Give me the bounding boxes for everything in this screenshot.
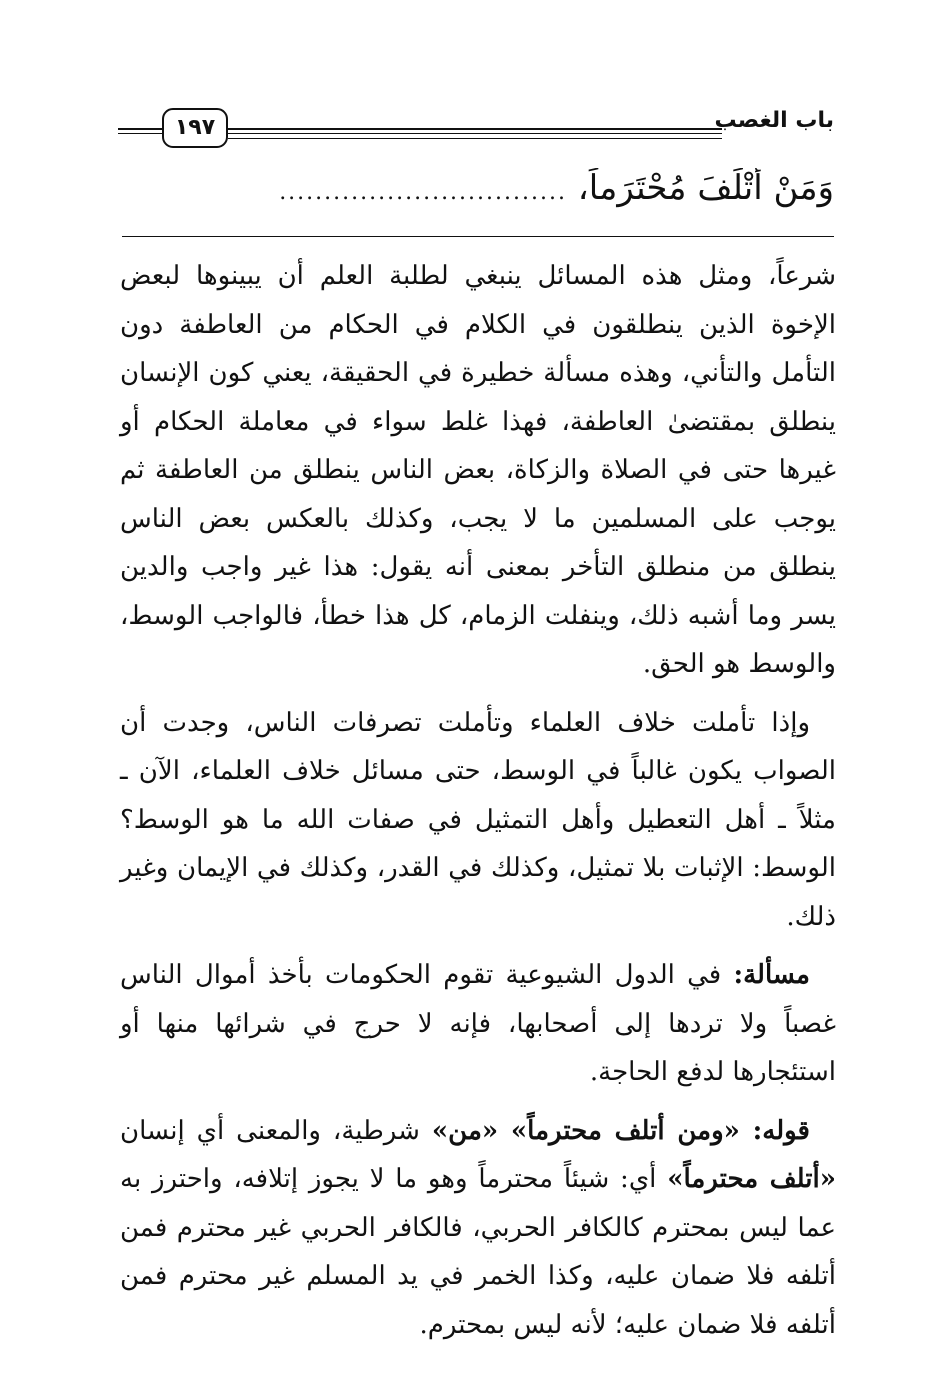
issue-label: مسألة:: [733, 960, 810, 990]
commentary-body: [120, 252, 836, 1349]
paragraph-4: [120, 1107, 836, 1350]
paragraph-4-text-a: شرطية، والمعنى أي إنسان: [120, 1115, 432, 1146]
matn-separator-rule: [122, 236, 834, 237]
header-rule-left: [118, 128, 162, 134]
paragraph-1: شرعاً، ومثل هذه المسائل ينبغي لطلبة العلم أن يبينوها لبعض الإخوة الذين ينطلقون في الكلام في الحكام من العاطفة دون التأمل والتأني، وهذه مسألة خطيرة في الحقيقة، يعني كون الإنسان ينطلق بمقتضىٰ العاطفة، فهذا غلط سواء في معاملة الحكام أو غيرها حتى في الصلاة والزكاة، بعض الناس ينطلق من العاطفة ثم يوجب على المسلمين ما لا يجب، وكذلك بالعكس بعض الناس ينطلق من منطلق التأخر بمعنى أنه يقول: هذا غير واجب والدين يسر وما أشبه ذلك، وينفلت الزمام، كل هذا خطأ، فالواجب الوسط، والوسط هو الحق.: [120, 261, 836, 679]
quote-atlafa: «أتلف محترماً»: [667, 1164, 836, 1194]
matn-dots: ................................: [279, 180, 567, 205]
chapter-title: باب الغصب: [714, 108, 834, 133]
qawluhu-label: قوله:: [752, 1115, 810, 1146]
matn-text: وَمَنْ أَتْلَفَ مُحْتَرَماً،: [577, 168, 834, 208]
page-number-box: [162, 108, 228, 148]
paragraph-3: [120, 951, 836, 1097]
paragraph-2: [120, 699, 836, 942]
paragraph-2-text: وإذا تأملت خلاف العلماء وتأملت تصرفات الناس، وجدت أن الصواب يكون غالباً في الوسط، حتى مسائل خلاف العلماء، الآن ـ مثلاً ـ أهل التعطيل وأهل التمثيل في صفات الله ما هو الوسط؟ الوسط: الإثبات بلا تمثيل، وكذلك في القدر، وكذلك في الإيمان وغير ذلك.: [120, 707, 836, 932]
quote-man: «من»: [431, 1115, 511, 1146]
header-rule-right-inner: [228, 138, 722, 139]
quote-matn: «ومن أتلف محترماً»: [510, 1115, 753, 1146]
header-rule-right: [228, 128, 722, 134]
paragraph-4-text-b: أي: شيئاً محترماً وهو ما لا يجوز إتلافه، واحترز به عما ليس بمحترم كالكافر الحربي، فالكافر الحربي غير محترم فمن أتلفه فلا ضمان عليه، وكذا الخمر في يد المسلم غير محترم فمن أتلفه فلا ضمان عليه؛ لأنه ليس بمحترم.: [120, 1164, 836, 1340]
paragraph-3-text: في الدول الشيوعية تقوم الحكومات بأخذ أموال الناس غصباً ولا تردها إلى أصحابها، فإنه لا حرج في شرائها منها أو استئجارها لدفع الحاجة.: [120, 960, 836, 1087]
page-number: ١٩٧: [174, 115, 216, 140]
matn-line: [120, 168, 834, 220]
running-header: [118, 104, 834, 154]
